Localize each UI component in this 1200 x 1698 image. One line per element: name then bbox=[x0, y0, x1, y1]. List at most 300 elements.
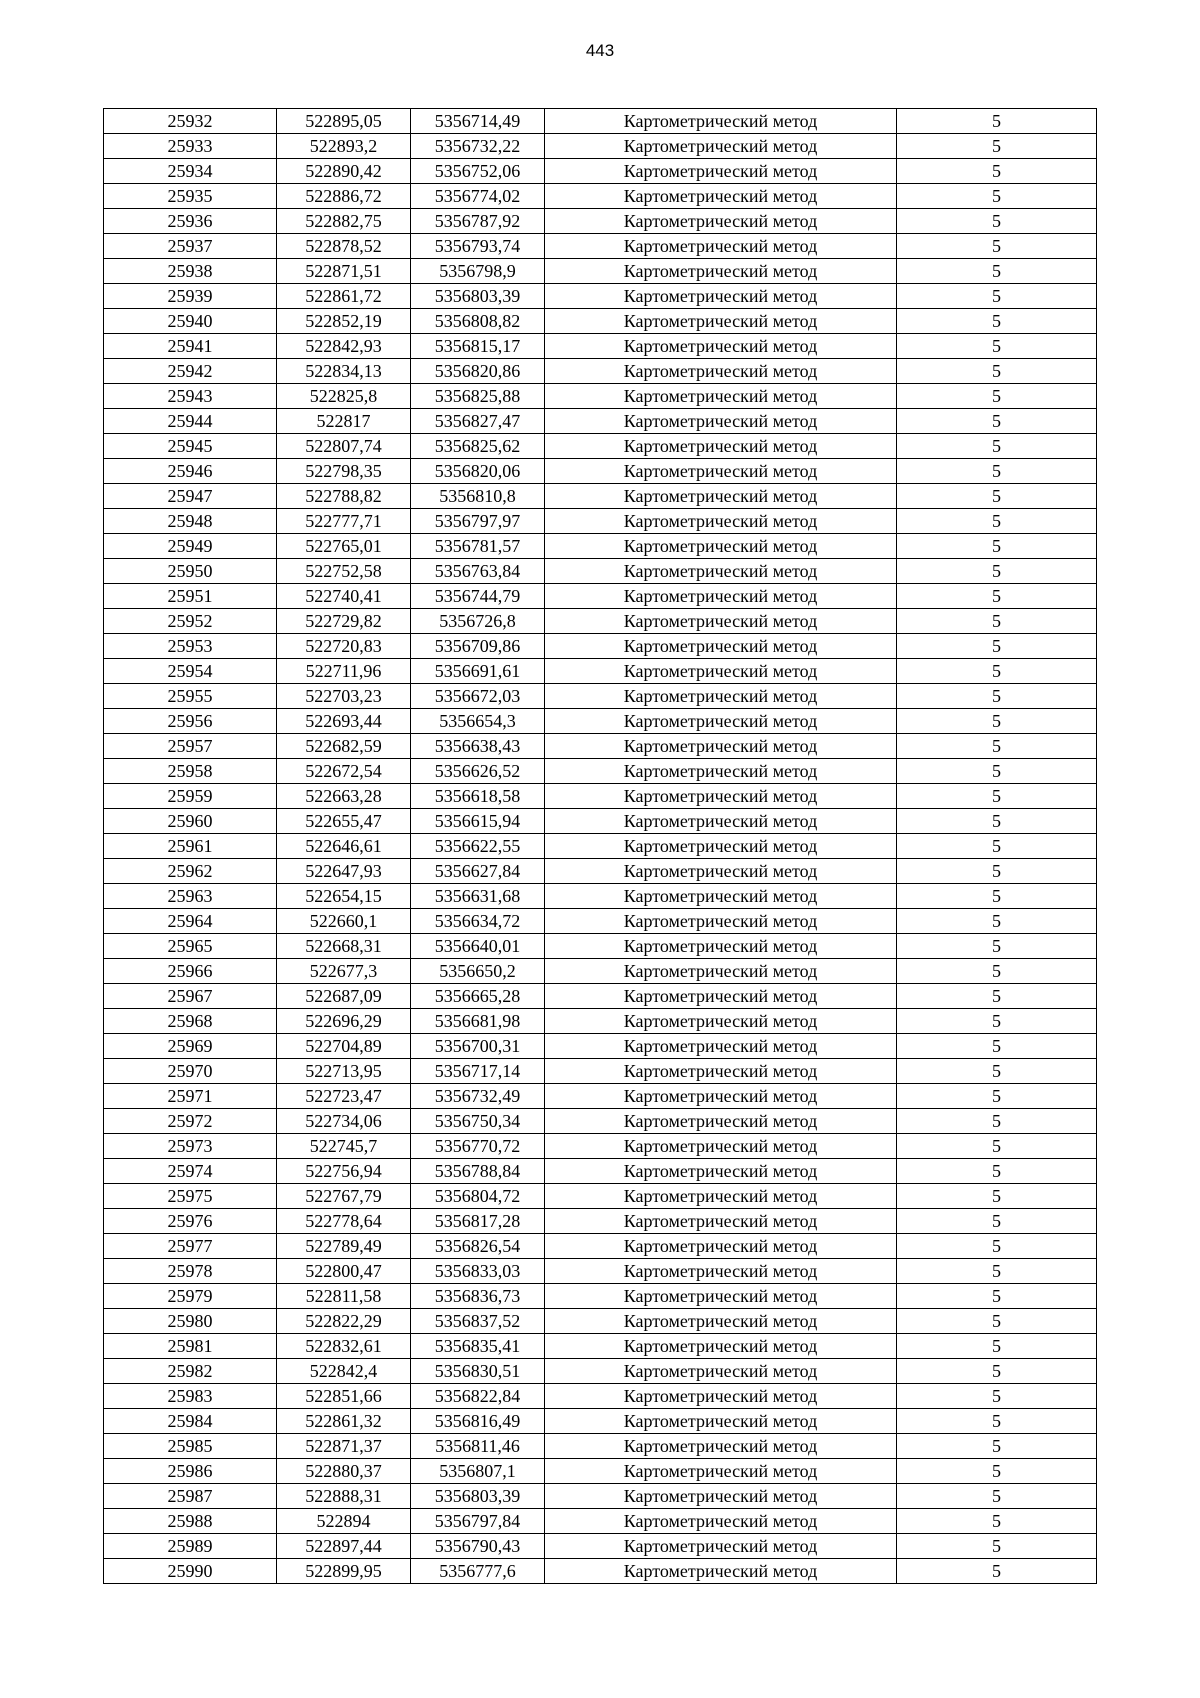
method-cell: Картометрический метод bbox=[545, 909, 897, 934]
table-row bbox=[104, 1009, 1097, 1034]
accuracy-cell: 5 bbox=[897, 1259, 1097, 1284]
accuracy-cell: 5 bbox=[897, 184, 1097, 209]
x-coordinate-cell: 522861,32 bbox=[277, 1409, 411, 1434]
y-coordinate-cell: 5356820,86 bbox=[411, 359, 545, 384]
accuracy-cell: 5 bbox=[897, 134, 1097, 159]
method-cell: Картометрический метод bbox=[545, 359, 897, 384]
table-row bbox=[104, 659, 1097, 684]
point-number-cell: 25975 bbox=[104, 1184, 277, 1209]
y-coordinate-cell: 5356825,62 bbox=[411, 434, 545, 459]
accuracy-cell: 5 bbox=[897, 1509, 1097, 1534]
x-coordinate-cell: 522734,06 bbox=[277, 1109, 411, 1134]
table-row bbox=[104, 1334, 1097, 1359]
point-number-cell: 25938 bbox=[104, 259, 277, 284]
point-number-cell: 25954 bbox=[104, 659, 277, 684]
accuracy-cell: 5 bbox=[897, 909, 1097, 934]
method-cell: Картометрический метод bbox=[545, 784, 897, 809]
accuracy-cell: 5 bbox=[897, 484, 1097, 509]
y-coordinate-cell: 5356717,14 bbox=[411, 1059, 545, 1084]
method-cell: Картометрический метод bbox=[545, 809, 897, 834]
method-cell: Картометрический метод bbox=[545, 1359, 897, 1384]
x-coordinate-cell: 522677,3 bbox=[277, 959, 411, 984]
accuracy-cell: 5 bbox=[897, 1134, 1097, 1159]
y-coordinate-cell: 5356634,72 bbox=[411, 909, 545, 934]
point-number-cell: 25942 bbox=[104, 359, 277, 384]
x-coordinate-cell: 522789,49 bbox=[277, 1234, 411, 1259]
y-coordinate-cell: 5356803,39 bbox=[411, 1484, 545, 1509]
y-coordinate-cell: 5356815,17 bbox=[411, 334, 545, 359]
table-row bbox=[104, 509, 1097, 534]
point-number-cell: 25972 bbox=[104, 1109, 277, 1134]
accuracy-cell: 5 bbox=[897, 384, 1097, 409]
table-row bbox=[104, 984, 1097, 1009]
y-coordinate-cell: 5356777,6 bbox=[411, 1559, 545, 1584]
point-number-cell: 25977 bbox=[104, 1234, 277, 1259]
accuracy-cell: 5 bbox=[897, 659, 1097, 684]
x-coordinate-cell: 522893,2 bbox=[277, 134, 411, 159]
accuracy-cell: 5 bbox=[897, 934, 1097, 959]
y-coordinate-cell: 5356626,52 bbox=[411, 759, 545, 784]
y-coordinate-cell: 5356640,01 bbox=[411, 934, 545, 959]
x-coordinate-cell: 522713,95 bbox=[277, 1059, 411, 1084]
x-coordinate-cell: 522842,4 bbox=[277, 1359, 411, 1384]
method-cell: Картометрический метод bbox=[545, 684, 897, 709]
method-cell: Картометрический метод bbox=[545, 934, 897, 959]
point-number-cell: 25932 bbox=[104, 109, 277, 134]
x-coordinate-cell: 522767,79 bbox=[277, 1184, 411, 1209]
point-number-cell: 25943 bbox=[104, 384, 277, 409]
method-cell: Картометрический метод bbox=[545, 209, 897, 234]
point-number-cell: 25983 bbox=[104, 1384, 277, 1409]
y-coordinate-cell: 5356681,98 bbox=[411, 1009, 545, 1034]
table-row bbox=[104, 959, 1097, 984]
method-cell: Картометрический метод bbox=[545, 1084, 897, 1109]
point-number-cell: 25933 bbox=[104, 134, 277, 159]
method-cell: Картометрический метод bbox=[545, 1159, 897, 1184]
x-coordinate-cell: 522693,44 bbox=[277, 709, 411, 734]
accuracy-cell: 5 bbox=[897, 359, 1097, 384]
point-number-cell: 25966 bbox=[104, 959, 277, 984]
accuracy-cell: 5 bbox=[897, 1309, 1097, 1334]
table-row bbox=[104, 1159, 1097, 1184]
point-number-cell: 25979 bbox=[104, 1284, 277, 1309]
y-coordinate-cell: 5356752,06 bbox=[411, 159, 545, 184]
method-cell: Картометрический метод bbox=[545, 1409, 897, 1434]
point-number-cell: 25965 bbox=[104, 934, 277, 959]
point-number-cell: 25987 bbox=[104, 1484, 277, 1509]
y-coordinate-cell: 5356807,1 bbox=[411, 1459, 545, 1484]
method-cell: Картометрический метод bbox=[545, 759, 897, 784]
table-row bbox=[104, 1534, 1097, 1559]
table-row bbox=[104, 1209, 1097, 1234]
accuracy-cell: 5 bbox=[897, 584, 1097, 609]
x-coordinate-cell: 522842,93 bbox=[277, 334, 411, 359]
y-coordinate-cell: 5356750,34 bbox=[411, 1109, 545, 1134]
point-number-cell: 25958 bbox=[104, 759, 277, 784]
method-cell: Картометрический метод bbox=[545, 1284, 897, 1309]
y-coordinate-cell: 5356732,22 bbox=[411, 134, 545, 159]
table-row bbox=[104, 1484, 1097, 1509]
method-cell: Картометрический метод bbox=[545, 384, 897, 409]
point-number-cell: 25989 bbox=[104, 1534, 277, 1559]
y-coordinate-cell: 5356804,72 bbox=[411, 1184, 545, 1209]
table-row bbox=[104, 934, 1097, 959]
method-cell: Картометрический метод bbox=[545, 559, 897, 584]
table-row bbox=[104, 284, 1097, 309]
y-coordinate-cell: 5356790,43 bbox=[411, 1534, 545, 1559]
table-row bbox=[104, 1134, 1097, 1159]
method-cell: Картометрический метод bbox=[545, 734, 897, 759]
table-row bbox=[104, 109, 1097, 134]
table-row bbox=[104, 309, 1097, 334]
method-cell: Картометрический метод bbox=[545, 1234, 897, 1259]
point-number-cell: 25946 bbox=[104, 459, 277, 484]
method-cell: Картометрический метод bbox=[545, 1059, 897, 1084]
y-coordinate-cell: 5356822,84 bbox=[411, 1384, 545, 1409]
x-coordinate-cell: 522800,47 bbox=[277, 1259, 411, 1284]
method-cell: Картометрический метод bbox=[545, 234, 897, 259]
y-coordinate-cell: 5356797,84 bbox=[411, 1509, 545, 1534]
method-cell: Картометрический метод bbox=[545, 1334, 897, 1359]
x-coordinate-cell: 522655,47 bbox=[277, 809, 411, 834]
point-number-cell: 25959 bbox=[104, 784, 277, 809]
y-coordinate-cell: 5356672,03 bbox=[411, 684, 545, 709]
point-number-cell: 25967 bbox=[104, 984, 277, 1009]
accuracy-cell: 5 bbox=[897, 1384, 1097, 1409]
method-cell: Картометрический метод bbox=[545, 534, 897, 559]
x-coordinate-cell: 522729,82 bbox=[277, 609, 411, 634]
x-coordinate-cell: 522888,31 bbox=[277, 1484, 411, 1509]
method-cell: Картометрический метод bbox=[545, 859, 897, 884]
x-coordinate-cell: 522720,83 bbox=[277, 634, 411, 659]
point-number-cell: 25950 bbox=[104, 559, 277, 584]
accuracy-cell: 5 bbox=[897, 1234, 1097, 1259]
method-cell: Картометрический метод bbox=[545, 309, 897, 334]
accuracy-cell: 5 bbox=[897, 309, 1097, 334]
y-coordinate-cell: 5356837,52 bbox=[411, 1309, 545, 1334]
x-coordinate-cell: 522807,74 bbox=[277, 434, 411, 459]
x-coordinate-cell: 522834,13 bbox=[277, 359, 411, 384]
table-row bbox=[104, 609, 1097, 634]
x-coordinate-cell: 522825,8 bbox=[277, 384, 411, 409]
accuracy-cell: 5 bbox=[897, 734, 1097, 759]
x-coordinate-cell: 522878,52 bbox=[277, 234, 411, 259]
table-row bbox=[104, 1384, 1097, 1409]
table-row bbox=[104, 1034, 1097, 1059]
accuracy-cell: 5 bbox=[897, 459, 1097, 484]
x-coordinate-cell: 522765,01 bbox=[277, 534, 411, 559]
point-number-cell: 25935 bbox=[104, 184, 277, 209]
table-row bbox=[104, 1434, 1097, 1459]
method-cell: Картометрический метод bbox=[545, 1259, 897, 1284]
point-number-cell: 25948 bbox=[104, 509, 277, 534]
x-coordinate-cell: 522663,28 bbox=[277, 784, 411, 809]
method-cell: Картометрический метод bbox=[545, 959, 897, 984]
accuracy-cell: 5 bbox=[897, 509, 1097, 534]
point-number-cell: 25945 bbox=[104, 434, 277, 459]
y-coordinate-cell: 5356770,72 bbox=[411, 1134, 545, 1159]
method-cell: Картометрический метод bbox=[545, 1509, 897, 1534]
accuracy-cell: 5 bbox=[897, 959, 1097, 984]
method-cell: Картометрический метод bbox=[545, 1109, 897, 1134]
point-number-cell: 25949 bbox=[104, 534, 277, 559]
method-cell: Картометрический метод bbox=[545, 1209, 897, 1234]
point-number-cell: 25971 bbox=[104, 1084, 277, 1109]
table-row bbox=[104, 559, 1097, 584]
y-coordinate-cell: 5356714,49 bbox=[411, 109, 545, 134]
table-row bbox=[104, 1509, 1097, 1534]
x-coordinate-cell: 522871,51 bbox=[277, 259, 411, 284]
point-number-cell: 25968 bbox=[104, 1009, 277, 1034]
table-row bbox=[104, 484, 1097, 509]
point-number-cell: 25980 bbox=[104, 1309, 277, 1334]
table-row bbox=[104, 1409, 1097, 1434]
method-cell: Картометрический метод bbox=[545, 634, 897, 659]
accuracy-cell: 5 bbox=[897, 434, 1097, 459]
table-row bbox=[104, 1459, 1097, 1484]
y-coordinate-cell: 5356726,8 bbox=[411, 609, 545, 634]
x-coordinate-cell: 522817 bbox=[277, 409, 411, 434]
accuracy-cell: 5 bbox=[897, 1534, 1097, 1559]
table-row bbox=[104, 384, 1097, 409]
y-coordinate-cell: 5356631,68 bbox=[411, 884, 545, 909]
point-number-cell: 25952 bbox=[104, 609, 277, 634]
point-number-cell: 25981 bbox=[104, 1334, 277, 1359]
y-coordinate-cell: 5356700,31 bbox=[411, 1034, 545, 1059]
method-cell: Картометрический метод bbox=[545, 1559, 897, 1584]
table-row bbox=[104, 734, 1097, 759]
y-coordinate-cell: 5356627,84 bbox=[411, 859, 545, 884]
table-row bbox=[104, 909, 1097, 934]
y-coordinate-cell: 5356825,88 bbox=[411, 384, 545, 409]
accuracy-cell: 5 bbox=[897, 334, 1097, 359]
method-cell: Картометрический метод bbox=[545, 509, 897, 534]
x-coordinate-cell: 522811,58 bbox=[277, 1284, 411, 1309]
coordinates-table-body bbox=[104, 109, 1097, 1584]
method-cell: Картометрический метод bbox=[545, 334, 897, 359]
table-row bbox=[104, 1559, 1097, 1584]
x-coordinate-cell: 522711,96 bbox=[277, 659, 411, 684]
y-coordinate-cell: 5356835,41 bbox=[411, 1334, 545, 1359]
point-number-cell: 25961 bbox=[104, 834, 277, 859]
x-coordinate-cell: 522798,35 bbox=[277, 459, 411, 484]
y-coordinate-cell: 5356811,46 bbox=[411, 1434, 545, 1459]
table-row bbox=[104, 759, 1097, 784]
accuracy-cell: 5 bbox=[897, 1359, 1097, 1384]
x-coordinate-cell: 522822,29 bbox=[277, 1309, 411, 1334]
accuracy-cell: 5 bbox=[897, 609, 1097, 634]
x-coordinate-cell: 522778,64 bbox=[277, 1209, 411, 1234]
accuracy-cell: 5 bbox=[897, 559, 1097, 584]
point-number-cell: 25934 bbox=[104, 159, 277, 184]
point-number-cell: 25969 bbox=[104, 1034, 277, 1059]
x-coordinate-cell: 522880,37 bbox=[277, 1459, 411, 1484]
accuracy-cell: 5 bbox=[897, 1209, 1097, 1234]
accuracy-cell: 5 bbox=[897, 634, 1097, 659]
method-cell: Картометрический метод bbox=[545, 159, 897, 184]
x-coordinate-cell: 522899,95 bbox=[277, 1559, 411, 1584]
method-cell: Картометрический метод bbox=[545, 984, 897, 1009]
x-coordinate-cell: 522682,59 bbox=[277, 734, 411, 759]
y-coordinate-cell: 5356793,74 bbox=[411, 234, 545, 259]
point-number-cell: 25964 bbox=[104, 909, 277, 934]
accuracy-cell: 5 bbox=[897, 1109, 1097, 1134]
method-cell: Картометрический метод bbox=[545, 709, 897, 734]
table-row bbox=[104, 184, 1097, 209]
x-coordinate-cell: 522647,93 bbox=[277, 859, 411, 884]
x-coordinate-cell: 522752,58 bbox=[277, 559, 411, 584]
method-cell: Картометрический метод bbox=[545, 259, 897, 284]
page-number: 443 bbox=[585, 41, 615, 60]
method-cell: Картометрический метод bbox=[545, 134, 897, 159]
y-coordinate-cell: 5356622,55 bbox=[411, 834, 545, 859]
point-number-cell: 25973 bbox=[104, 1134, 277, 1159]
x-coordinate-cell: 522660,1 bbox=[277, 909, 411, 934]
x-coordinate-cell: 522882,75 bbox=[277, 209, 411, 234]
method-cell: Картометрический метод bbox=[545, 1184, 897, 1209]
x-coordinate-cell: 522646,61 bbox=[277, 834, 411, 859]
accuracy-cell: 5 bbox=[897, 759, 1097, 784]
x-coordinate-cell: 522897,44 bbox=[277, 1534, 411, 1559]
point-number-cell: 25957 bbox=[104, 734, 277, 759]
point-number-cell: 25953 bbox=[104, 634, 277, 659]
point-number-cell: 25944 bbox=[104, 409, 277, 434]
table-row bbox=[104, 834, 1097, 859]
accuracy-cell: 5 bbox=[897, 209, 1097, 234]
accuracy-cell: 5 bbox=[897, 1434, 1097, 1459]
table-row bbox=[104, 1184, 1097, 1209]
y-coordinate-cell: 5356615,94 bbox=[411, 809, 545, 834]
method-cell: Картометрический метод bbox=[545, 1534, 897, 1559]
y-coordinate-cell: 5356836,73 bbox=[411, 1284, 545, 1309]
method-cell: Картометрический метод bbox=[545, 459, 897, 484]
table-row bbox=[104, 459, 1097, 484]
y-coordinate-cell: 5356788,84 bbox=[411, 1159, 545, 1184]
accuracy-cell: 5 bbox=[897, 1059, 1097, 1084]
point-number-cell: 25976 bbox=[104, 1209, 277, 1234]
table-row bbox=[104, 1359, 1097, 1384]
x-coordinate-cell: 522696,29 bbox=[277, 1009, 411, 1034]
table-row bbox=[104, 859, 1097, 884]
table-row bbox=[104, 259, 1097, 284]
point-number-cell: 25986 bbox=[104, 1459, 277, 1484]
y-coordinate-cell: 5356826,54 bbox=[411, 1234, 545, 1259]
coordinates-table bbox=[103, 108, 1097, 1584]
y-coordinate-cell: 5356691,61 bbox=[411, 659, 545, 684]
method-cell: Картометрический метод bbox=[545, 884, 897, 909]
accuracy-cell: 5 bbox=[897, 159, 1097, 184]
accuracy-cell: 5 bbox=[897, 859, 1097, 884]
y-coordinate-cell: 5356654,3 bbox=[411, 709, 545, 734]
method-cell: Картометрический метод bbox=[545, 184, 897, 209]
point-number-cell: 25974 bbox=[104, 1159, 277, 1184]
accuracy-cell: 5 bbox=[897, 234, 1097, 259]
y-coordinate-cell: 5356827,47 bbox=[411, 409, 545, 434]
table-row bbox=[104, 1084, 1097, 1109]
method-cell: Картометрический метод bbox=[545, 1134, 897, 1159]
accuracy-cell: 5 bbox=[897, 834, 1097, 859]
y-coordinate-cell: 5356744,79 bbox=[411, 584, 545, 609]
accuracy-cell: 5 bbox=[897, 1184, 1097, 1209]
table-row bbox=[104, 884, 1097, 909]
y-coordinate-cell: 5356618,58 bbox=[411, 784, 545, 809]
table-row bbox=[104, 409, 1097, 434]
y-coordinate-cell: 5356830,51 bbox=[411, 1359, 545, 1384]
table-row bbox=[104, 1309, 1097, 1334]
accuracy-cell: 5 bbox=[897, 1034, 1097, 1059]
method-cell: Картометрический метод bbox=[545, 1459, 897, 1484]
y-coordinate-cell: 5356709,86 bbox=[411, 634, 545, 659]
accuracy-cell: 5 bbox=[897, 684, 1097, 709]
y-coordinate-cell: 5356650,2 bbox=[411, 959, 545, 984]
y-coordinate-cell: 5356820,06 bbox=[411, 459, 545, 484]
accuracy-cell: 5 bbox=[897, 1009, 1097, 1034]
table-row bbox=[104, 334, 1097, 359]
accuracy-cell: 5 bbox=[897, 1159, 1097, 1184]
y-coordinate-cell: 5356817,28 bbox=[411, 1209, 545, 1234]
method-cell: Картометрический метод bbox=[545, 1309, 897, 1334]
table-row bbox=[104, 234, 1097, 259]
table-row bbox=[104, 209, 1097, 234]
x-coordinate-cell: 522687,09 bbox=[277, 984, 411, 1009]
method-cell: Картометрический метод bbox=[545, 1434, 897, 1459]
method-cell: Картометрический метод bbox=[545, 484, 897, 509]
method-cell: Картометрический метод bbox=[545, 834, 897, 859]
point-number-cell: 25940 bbox=[104, 309, 277, 334]
point-number-cell: 25941 bbox=[104, 334, 277, 359]
method-cell: Картометрический метод bbox=[545, 609, 897, 634]
accuracy-cell: 5 bbox=[897, 1409, 1097, 1434]
y-coordinate-cell: 5356798,9 bbox=[411, 259, 545, 284]
table-row bbox=[104, 634, 1097, 659]
point-number-cell: 25955 bbox=[104, 684, 277, 709]
table-row bbox=[104, 584, 1097, 609]
point-number-cell: 25978 bbox=[104, 1259, 277, 1284]
accuracy-cell: 5 bbox=[897, 784, 1097, 809]
x-coordinate-cell: 522895,05 bbox=[277, 109, 411, 134]
accuracy-cell: 5 bbox=[897, 709, 1097, 734]
x-coordinate-cell: 522788,82 bbox=[277, 484, 411, 509]
table-row bbox=[104, 784, 1097, 809]
x-coordinate-cell: 522723,47 bbox=[277, 1084, 411, 1109]
table-row bbox=[104, 434, 1097, 459]
table-row bbox=[104, 1284, 1097, 1309]
y-coordinate-cell: 5356665,28 bbox=[411, 984, 545, 1009]
x-coordinate-cell: 522654,15 bbox=[277, 884, 411, 909]
x-coordinate-cell: 522852,19 bbox=[277, 309, 411, 334]
x-coordinate-cell: 522851,66 bbox=[277, 1384, 411, 1409]
table-row bbox=[104, 534, 1097, 559]
x-coordinate-cell: 522704,89 bbox=[277, 1034, 411, 1059]
method-cell: Картометрический метод bbox=[545, 284, 897, 309]
x-coordinate-cell: 522745,7 bbox=[277, 1134, 411, 1159]
accuracy-cell: 5 bbox=[897, 1084, 1097, 1109]
y-coordinate-cell: 5356816,49 bbox=[411, 1409, 545, 1434]
accuracy-cell: 5 bbox=[897, 884, 1097, 909]
point-number-cell: 25982 bbox=[104, 1359, 277, 1384]
y-coordinate-cell: 5356781,57 bbox=[411, 534, 545, 559]
method-cell: Картометрический метод bbox=[545, 584, 897, 609]
x-coordinate-cell: 522740,41 bbox=[277, 584, 411, 609]
y-coordinate-cell: 5356810,8 bbox=[411, 484, 545, 509]
accuracy-cell: 5 bbox=[897, 409, 1097, 434]
point-number-cell: 25970 bbox=[104, 1059, 277, 1084]
point-number-cell: 25956 bbox=[104, 709, 277, 734]
x-coordinate-cell: 522668,31 bbox=[277, 934, 411, 959]
x-coordinate-cell: 522890,42 bbox=[277, 159, 411, 184]
accuracy-cell: 5 bbox=[897, 109, 1097, 134]
x-coordinate-cell: 522703,23 bbox=[277, 684, 411, 709]
